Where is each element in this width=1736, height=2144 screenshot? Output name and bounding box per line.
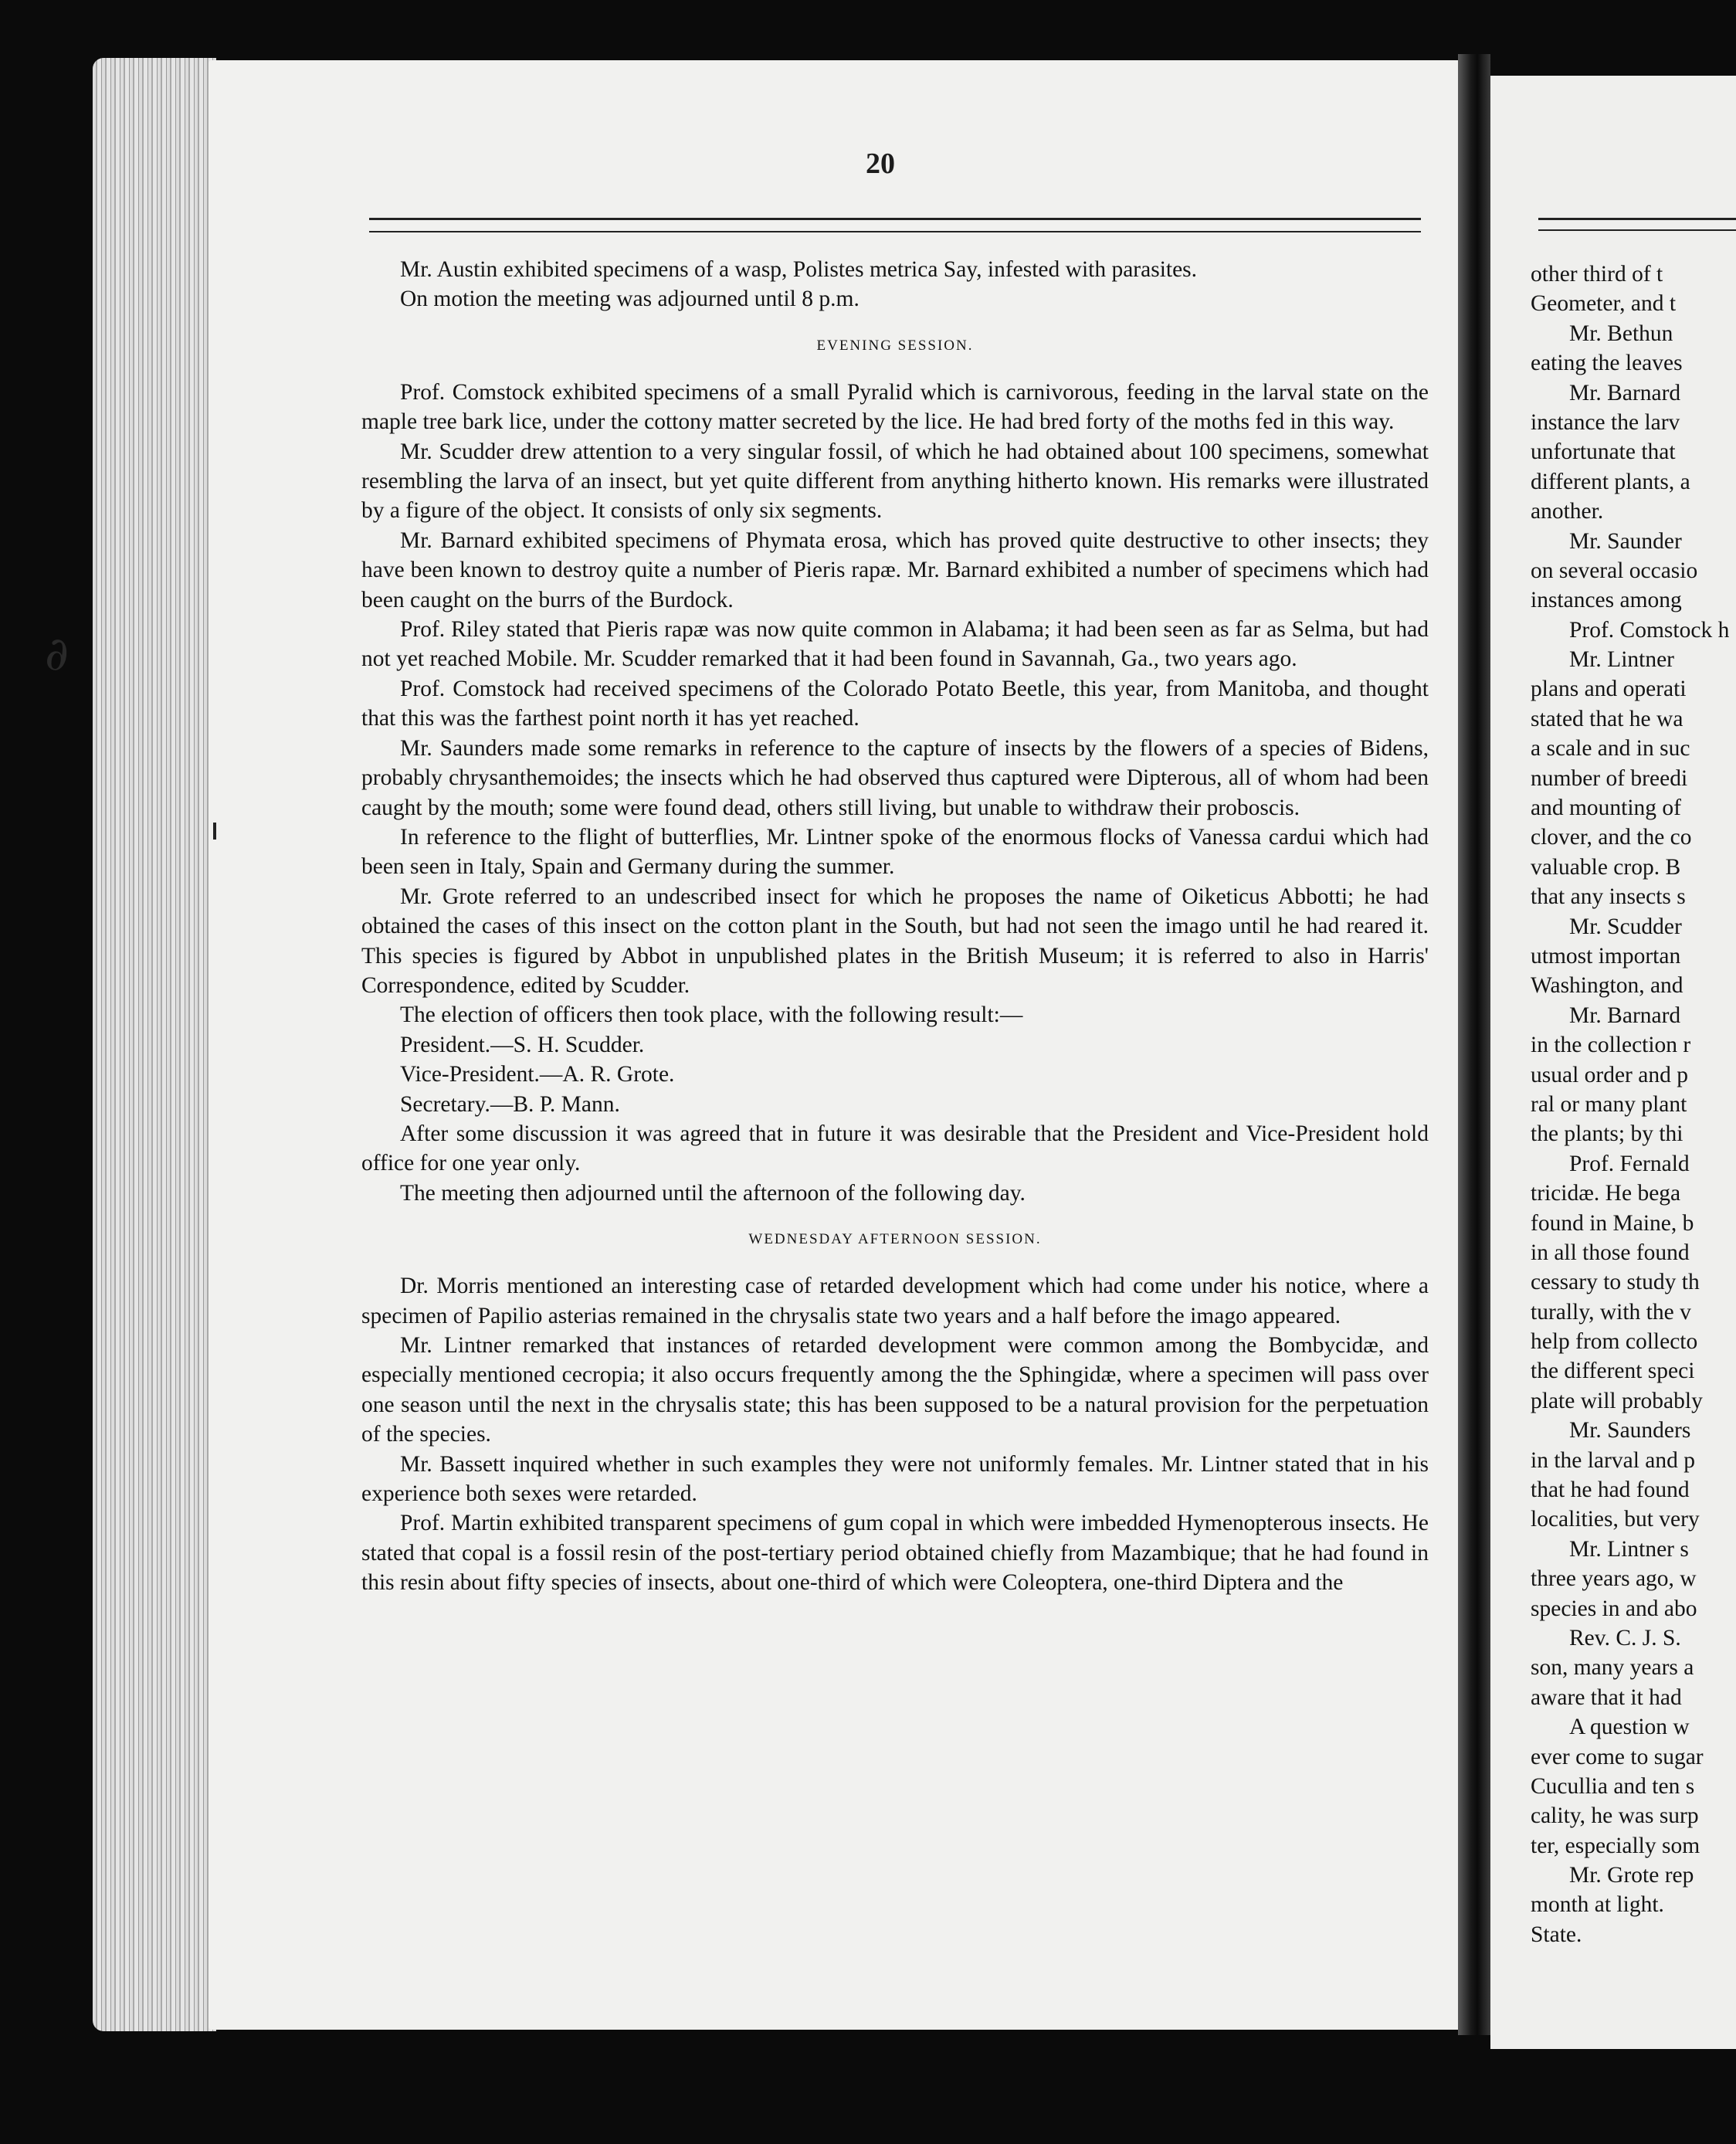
paragraph: Mr. Barnard exhibited specimens of Phymata erosa, which has proved quite destructive to other insects; they have been known to destroy quite a number of Pieris rapæ. Mr. Barnard exhibited a number of specimens which had been caught on the burrs of the Burdock. — [361, 528, 1429, 612]
right-page-line: utmost importan — [1531, 943, 1681, 969]
right-page-line: the plants; by thi — [1531, 1121, 1683, 1147]
right-page-line: that he had found — [1531, 1477, 1690, 1503]
right-page-line: and mounting of — [1531, 796, 1682, 821]
right-page-line: Mr. Scudder — [1569, 914, 1682, 939]
right-page-line: usual order and p — [1531, 1062, 1688, 1087]
margin-mark-icon: ∂ — [45, 627, 70, 681]
right-page-line: Mr. Barnard — [1569, 1002, 1681, 1028]
right-page-line: valuable crop. B — [1531, 854, 1681, 880]
right-page-line: ter, especially som — [1531, 1833, 1700, 1858]
right-page-line: State. — [1531, 1922, 1582, 1947]
paragraph: Prof. Comstock had received specimens of the Colorado Potato Beetle, this year, from Manitoba, and thought that this was the farthest point north it has yet reached. — [361, 676, 1429, 731]
page-number: 20 — [866, 148, 895, 180]
right-page-line: clover, and the co — [1531, 825, 1692, 850]
right-page-line: number of breedi — [1531, 765, 1688, 791]
right-page-line: species in and abo — [1531, 1596, 1697, 1621]
right-page-line: the different speci — [1531, 1359, 1695, 1384]
paragraph: Mr. Bassett inquired whether in such examples they were not uniformly females. Mr. Lintner stated that in his experience both sexes were retarded. — [361, 1451, 1429, 1507]
officer-vice-president: Vice-President.—A. R. Grote. — [400, 1062, 675, 1087]
paragraph: On motion the meeting was adjourned until 8 p.m. — [400, 287, 860, 312]
officer-secretary: Secretary.—B. P. Mann. — [400, 1091, 620, 1117]
right-page-line: instances among — [1531, 588, 1682, 613]
right-page-line: aware that it had — [1531, 1684, 1682, 1710]
right-page-line: in all those found — [1531, 1240, 1690, 1265]
right-page-line: Washington, and — [1531, 973, 1683, 999]
right-page-line: other third of t — [1531, 262, 1663, 287]
paragraph: Prof. Comstock exhibited specimens of a small Pyralid which is carnivorous, feeding in the larval state on the maple tree bark lice, under the cottony matter secreted by the lice. He had bred forty of the moths fed in this way. — [361, 379, 1429, 435]
paragraph: Mr. Lintner remarked that instances of retarded development were common among the Bombycidæ, and especially mentioned cecropia; it also occurs frequently among the the Sphingidæ, where a specimen will pass over one season until the next in the chrysalis state; this has been supposed to be a natural provision for the perpetuation of the species. — [361, 1333, 1429, 1447]
right-page-line: Mr. Saunders — [1569, 1418, 1691, 1443]
right-page-line: ral or many plant — [1531, 1091, 1687, 1117]
book-gutter — [1458, 54, 1490, 2035]
right-page-line: eating the leaves — [1531, 351, 1683, 376]
right-page-line: Prof. Comstock h — [1569, 617, 1730, 643]
main-text-column — [361, 255, 1429, 1598]
right-page-line: Mr. Grote rep — [1569, 1863, 1694, 1888]
right-page-line: unfortunate that — [1531, 439, 1676, 465]
paragraph: The election of officers then took place, with the following result:— — [400, 1002, 1023, 1028]
paragraph: Prof. Martin exhibited transparent specimens of gum copal in which were imbedded Hymenopterous insects. He stated that copal is a fossil resin of the post-tertiary period obtained chiefly from Mazambique; that he had found in this resin about fifty species of insects, about one-third of which were Coleoptera, one-third Diptera and the — [361, 1511, 1429, 1596]
paragraph: Dr. Morris mentioned an interesting case of retarded development which had come under his notice, where a specimen of Papilio asterias remained in the chrysalis state two years and a half before the imago appeared. — [361, 1274, 1429, 1328]
right-page-line: son, many years a — [1531, 1655, 1694, 1681]
right-page-line: on several occasio — [1531, 558, 1698, 583]
right-page-text — [1531, 260, 1736, 1949]
right-page-line: different plants, a — [1531, 469, 1690, 494]
right-page-line: Cucullia and ten s — [1531, 1773, 1695, 1799]
paragraph: Prof. Riley stated that Pieris rapæ was now quite common in Alabama; it had been seen as far as Selma, but had not yet reached Mobile. Mr. Scudder remarked that it had been found in Savannah, Ga., two years ago. — [361, 617, 1429, 672]
right-page-line: Mr. Saunder — [1569, 528, 1682, 554]
officer-president: President.—S. H. Scudder. — [400, 1032, 645, 1057]
right-page-line: another. — [1531, 499, 1604, 524]
right-page-line: found in Maine, b — [1531, 1210, 1694, 1236]
right-page-line: Mr. Barnard — [1569, 380, 1681, 405]
right-page-line: three years ago, w — [1531, 1566, 1697, 1592]
paragraph: Mr. Saunders made some remarks in reference to the capture of insects by the flowers of a species of Bidens, probably chrysanthemoides; the insects which he had observed thus captured were Dipterous, all of whom had been caught by the mouth; some were found dead, others still living, but unable to withdraw their proboscis. — [361, 735, 1429, 820]
right-page-line: month at light. — [1531, 1892, 1664, 1918]
paragraph: Mr. Scudder drew attention to a very singular fossil, of which he had obtained about 100 specimens, somewhat resembling the larva of an insect, but yet quite different from anything hitherto known. His remarks were illustrated by a figure of the object. It consists of only six segments. — [361, 439, 1429, 524]
right-page-line: instance the larv — [1531, 409, 1680, 435]
paragraph: Mr. Austin exhibited specimens of a wasp, Polistes metrica Say, infested with parasites. — [400, 257, 1198, 282]
section-heading-evening: EVENING SESSION. — [816, 337, 974, 354]
right-page-line: Mr. Bethun — [1569, 321, 1673, 346]
paragraph: Mr. Grote referred to an undescribed insect for which he proposes the name of Oiketicus Abbotti; he had obtained the cases of this insect on the cotton plant in the South, but had not seen the imago until he had reared it. This species is figured by Abbot in unpublished plates in the British Museum; it is referred to also in Harris' Correspondence, edited by Scudder. — [361, 884, 1429, 998]
paragraph: In reference to the flight of butterflies, Mr. Lintner spoke of the enormous flocks of Vanessa cardui which had been seen in Italy, Spain and Germany during the summer. — [361, 824, 1429, 880]
right-page-line: Prof. Fernald — [1569, 1151, 1690, 1176]
right-page-line: Geometer, and t — [1531, 291, 1677, 317]
paragraph: After some discussion it was agreed that in future it was desirable that the President and Vice-President hold office for one year only. — [361, 1121, 1429, 1176]
book-page-edges — [93, 58, 216, 2031]
right-page-line: that any insects s — [1531, 884, 1686, 910]
right-page-line: help from collecto — [1531, 1329, 1698, 1355]
margin-tick — [213, 823, 216, 840]
right-page-line: cality, he was surp — [1531, 1803, 1699, 1829]
right-page-line: A question w — [1569, 1715, 1690, 1740]
right-page-line: a scale and in suc — [1531, 736, 1690, 762]
right-page-line: tricidæ. He bega — [1531, 1181, 1681, 1206]
right-page-line: plate will probably — [1531, 1388, 1703, 1413]
right-page-line: ever come to sugar — [1531, 1744, 1704, 1769]
right-page-line: stated that he wa — [1531, 706, 1683, 731]
right-page-line: Mr. Lintner s — [1569, 1536, 1689, 1562]
section-heading-wednesday: WEDNESDAY AFTERNOON SESSION. — [748, 1231, 1042, 1248]
right-page-line: localities, but very — [1531, 1507, 1700, 1532]
right-page-line: plans and operati — [1531, 677, 1687, 702]
right-page-line: Mr. Lintner — [1569, 647, 1675, 673]
right-page-line: cessary to study th — [1531, 1270, 1700, 1295]
header-rule — [369, 218, 1421, 232]
right-header-rule — [1538, 218, 1736, 231]
right-page-line: in the larval and p — [1531, 1447, 1695, 1473]
paragraph: The meeting then adjourned until the afternoon of the following day. — [400, 1180, 1026, 1206]
right-page-line: turally, with the v — [1531, 1299, 1691, 1325]
right-page-line: Rev. C. J. S. — [1569, 1625, 1681, 1650]
right-page-line: in the collection r — [1531, 1033, 1691, 1058]
